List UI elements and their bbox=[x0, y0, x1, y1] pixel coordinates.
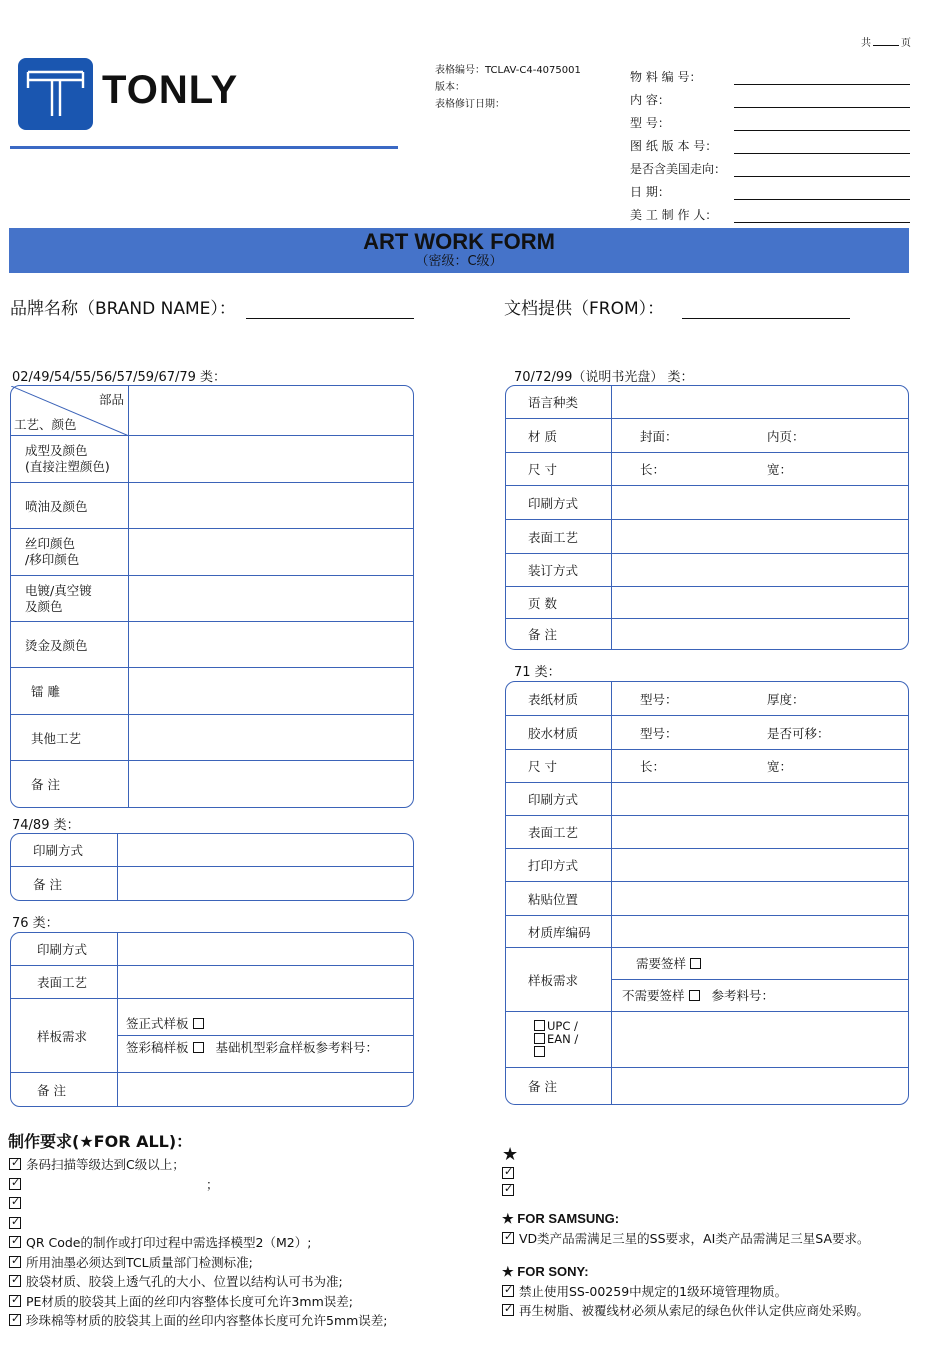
tonly-logo-icon bbox=[18, 58, 93, 130]
value-cell[interactable] bbox=[612, 1012, 908, 1068]
brand-name-label: 品牌名称（BRAND NAME）： bbox=[10, 299, 236, 319]
value-cell[interactable] bbox=[612, 587, 908, 619]
value-cell[interactable] bbox=[612, 882, 908, 916]
check-icon bbox=[9, 1236, 21, 1248]
info-row-material-no[interactable]: 物 料 编 号： bbox=[630, 62, 910, 85]
value-cell[interactable] bbox=[129, 715, 413, 761]
section-c-table bbox=[10, 932, 414, 1107]
section-b-table bbox=[10, 833, 414, 901]
check-icon bbox=[9, 1178, 21, 1190]
row-label: 镭 雕 bbox=[11, 668, 129, 715]
section-d-table bbox=[505, 385, 909, 650]
info-row-us-direction[interactable]: 是否含美国走向： bbox=[630, 154, 910, 177]
drawing-version-field[interactable] bbox=[734, 140, 910, 154]
upc-ean-cell: UPC / EAN / bbox=[506, 1012, 612, 1068]
value-cell[interactable] bbox=[612, 816, 908, 849]
row-label: 尺 寸 bbox=[506, 750, 612, 783]
row-label: 材 质 bbox=[506, 419, 612, 453]
date-field[interactable] bbox=[734, 186, 910, 200]
page-count: 共 页 bbox=[861, 38, 911, 49]
row-label: 备 注 bbox=[11, 867, 118, 900]
value-cell[interactable] bbox=[612, 916, 908, 948]
section-e-title: 71 类： bbox=[514, 665, 561, 680]
requirement-item: ✓胶袋材质、胶袋上透气孔的大小、位置以结构认可书为准; bbox=[9, 1272, 388, 1292]
check-icon bbox=[9, 1217, 21, 1229]
value-cell[interactable] bbox=[129, 761, 413, 807]
section-d-title: 70/72/99（说明书光盘） 类： bbox=[514, 370, 694, 385]
diag-top-label: 部品 bbox=[98, 392, 124, 407]
requirements-title: 制作要求(★FOR ALL)： bbox=[8, 1132, 193, 1151]
value-cell[interactable] bbox=[118, 834, 413, 867]
value-cell[interactable] bbox=[118, 1073, 413, 1106]
info-row-content[interactable]: 内 容： bbox=[630, 85, 910, 108]
check-icon bbox=[502, 1167, 514, 1179]
form-title: ART WORK FORM bbox=[363, 229, 555, 254]
value-cell[interactable] bbox=[129, 436, 413, 483]
value-cell[interactable] bbox=[129, 668, 413, 715]
paper-cell[interactable]: 型号： 厚度： bbox=[612, 682, 908, 716]
samsung-title: ★ FOR SAMSUNG: bbox=[502, 1211, 620, 1226]
sample-need-cell bbox=[612, 948, 908, 1012]
row-label: 成型及颜色 (直接注塑颜色) bbox=[11, 436, 129, 483]
value-cell[interactable] bbox=[612, 554, 908, 587]
need-sample-row[interactable]: 需要签样 bbox=[612, 948, 908, 980]
check-icon bbox=[502, 1184, 514, 1196]
row-label: 备 注 bbox=[11, 761, 129, 807]
form-number: 表格编号：TCLAV-C4-4075001 bbox=[435, 65, 581, 76]
form-version: 版本： bbox=[435, 82, 465, 93]
value-cell[interactable] bbox=[612, 1068, 908, 1104]
row-label: 样板需求 bbox=[11, 999, 118, 1073]
row-label: 表面工艺 bbox=[506, 816, 612, 849]
row-label: 页 数 bbox=[506, 587, 612, 619]
from-label: 文档提供（FROM）： bbox=[504, 299, 665, 319]
sony-title: ★ FOR SONY: bbox=[502, 1264, 589, 1279]
value-cell[interactable] bbox=[129, 483, 413, 529]
row-label: 备 注 bbox=[506, 1068, 612, 1104]
section-e-table bbox=[505, 681, 909, 1105]
need-sample-checkbox[interactable] bbox=[690, 958, 701, 969]
logo-text: TONLY bbox=[102, 68, 239, 112]
row-label: 表面工艺 bbox=[506, 520, 612, 554]
requirement-item: ✓； bbox=[9, 1175, 388, 1195]
formal-sample-checkbox[interactable] bbox=[193, 1018, 204, 1029]
row-label: 表面工艺 bbox=[11, 966, 118, 999]
size-cell[interactable]: 长： 宽： bbox=[612, 453, 908, 486]
requirement-item: ✓所用油墨必须达到TCL质量部门检测标准; bbox=[9, 1253, 388, 1273]
check-icon bbox=[9, 1158, 21, 1170]
ean-checkbox[interactable] bbox=[534, 1033, 545, 1044]
from-row bbox=[504, 294, 850, 319]
value-cell[interactable] bbox=[129, 622, 413, 668]
requirement-item: ✓QR Code的制作或打印过程中需选择模型2（M2）; bbox=[9, 1233, 388, 1253]
color-sample-checkbox[interactable] bbox=[193, 1042, 204, 1053]
row-label: 尺 寸 bbox=[506, 453, 612, 486]
value-cell[interactable] bbox=[612, 619, 908, 649]
check-icon bbox=[502, 1304, 514, 1316]
form-revision-date: 表格修订日期： bbox=[435, 99, 505, 110]
brand-name-row bbox=[10, 294, 414, 319]
sony-item: ✓再生树脂、被覆线材必须从索尼的绿色伙伴认定供应商处采购。 bbox=[502, 1301, 948, 1321]
check-icon bbox=[9, 1275, 21, 1287]
row-label: 表纸材质 bbox=[506, 682, 612, 716]
us-direction-field[interactable] bbox=[734, 163, 910, 177]
from-field[interactable] bbox=[682, 295, 850, 319]
value-cell[interactable] bbox=[129, 386, 413, 436]
row-label: 印刷方式 bbox=[11, 933, 118, 966]
section-a-title: 02/49/54/55/56/57/59/67/79 类： bbox=[12, 370, 227, 385]
artist-field[interactable] bbox=[734, 209, 910, 223]
check-icon bbox=[9, 1256, 21, 1268]
row-label: 备 注 bbox=[11, 1073, 118, 1106]
value-cell[interactable] bbox=[118, 867, 413, 900]
value-cell[interactable] bbox=[129, 529, 413, 576]
material-cell[interactable]: 封面： 内页： bbox=[612, 419, 908, 453]
requirements-list bbox=[9, 1155, 388, 1331]
sample-formal-row[interactable]: 签正式样板 bbox=[118, 1011, 413, 1036]
section-a-table bbox=[10, 385, 414, 808]
row-label: 样板需求 bbox=[506, 948, 612, 1012]
requirement-item bbox=[9, 1194, 388, 1214]
value-cell[interactable] bbox=[612, 386, 908, 419]
upc-checkbox[interactable] bbox=[534, 1020, 545, 1031]
check-icon bbox=[502, 1232, 514, 1244]
row-label: 胶水材质 bbox=[506, 716, 612, 750]
glue-cell[interactable]: 型号： 是否可移： bbox=[612, 716, 908, 750]
value-cell[interactable] bbox=[612, 486, 908, 520]
form-meta bbox=[435, 62, 581, 113]
model-field[interactable] bbox=[734, 117, 910, 131]
row-label: 备 注 bbox=[506, 619, 612, 649]
info-row-drawing-version[interactable]: 图 纸 版 本 号： bbox=[630, 131, 910, 154]
info-row-model[interactable]: 型 号： bbox=[630, 108, 910, 131]
requirement-item bbox=[9, 1214, 388, 1234]
row-label: 丝印颜色 /移印颜色 bbox=[11, 529, 129, 576]
sony-item: ✓禁止使用SS-00259中规定的1级环境管理物质。 bbox=[502, 1282, 948, 1302]
requirement-item: ✓条码扫描等级达到C级以上； bbox=[9, 1155, 388, 1175]
form-subtitle: （密级：C级） bbox=[415, 254, 503, 269]
value-cell[interactable] bbox=[612, 783, 908, 816]
row-label: 印刷方式 bbox=[506, 486, 612, 520]
requirement-item: ✓珍珠棉等材质的胶袋其上面的丝印内容整体长度可允许5mm误差; bbox=[9, 1311, 388, 1331]
row-label: 其他工艺 bbox=[11, 715, 129, 761]
diag-bottom-label: 工艺、颜色 bbox=[14, 417, 77, 432]
info-row-date[interactable]: 日 期： bbox=[630, 177, 910, 200]
row-label: 材质库编码 bbox=[506, 916, 612, 948]
row-label: 印刷方式 bbox=[11, 834, 118, 867]
value-cell[interactable] bbox=[612, 520, 908, 554]
row-label: 打印方式 bbox=[506, 849, 612, 882]
star-icon: ★ bbox=[502, 1144, 519, 1165]
row-label: 喷油及颜色 bbox=[11, 483, 129, 529]
info-row-artist[interactable]: 美 工 制 作 人： bbox=[630, 200, 910, 223]
material-no-field[interactable] bbox=[734, 71, 910, 85]
section-b-title: 74/89 类： bbox=[12, 818, 80, 833]
sample-options-cell bbox=[118, 999, 413, 1073]
value-cell[interactable] bbox=[118, 933, 413, 966]
value-cell[interactable] bbox=[118, 966, 413, 999]
row-label: 烫金及颜色 bbox=[11, 622, 129, 668]
no-sample-checkbox[interactable] bbox=[689, 990, 700, 1001]
info-fields bbox=[630, 62, 910, 223]
diagonal-header-cell bbox=[11, 386, 129, 436]
requirement-item: ✓PE材质的胶袋其上面的丝印内容整体长度可允许3mm误差; bbox=[9, 1292, 388, 1312]
no-sample-row[interactable]: 不需要签样 参考料号： bbox=[622, 988, 775, 1003]
title-banner bbox=[9, 228, 909, 273]
section-c-title: 76 类： bbox=[12, 916, 59, 931]
content-field[interactable] bbox=[734, 94, 910, 108]
check-icon bbox=[9, 1197, 21, 1209]
samsung-item: ✓VD类产品需满足三星的SS要求，AI类产品需满足三星SA要求。 bbox=[502, 1229, 948, 1249]
value-cell[interactable] bbox=[129, 576, 413, 622]
logo-divider bbox=[10, 146, 398, 149]
size-cell[interactable]: 长： 宽： bbox=[612, 750, 908, 783]
row-label: 语言种类 bbox=[506, 386, 612, 419]
other-code-checkbox[interactable] bbox=[534, 1046, 545, 1057]
sample-color-row[interactable]: 签彩稿样板 基础机型彩盒样板参考料号： bbox=[126, 1040, 379, 1055]
row-label: 粘贴位置 bbox=[506, 882, 612, 916]
row-label: 电镀/真空镀 及颜色 bbox=[11, 576, 129, 622]
row-label: 装订方式 bbox=[506, 554, 612, 587]
right-notes bbox=[502, 1145, 948, 1321]
row-label: 印刷方式 bbox=[506, 783, 612, 816]
value-cell[interactable] bbox=[612, 849, 908, 882]
check-icon bbox=[502, 1285, 514, 1297]
check-icon bbox=[9, 1295, 21, 1307]
check-icon bbox=[9, 1314, 21, 1326]
brand-name-field[interactable] bbox=[246, 295, 414, 319]
